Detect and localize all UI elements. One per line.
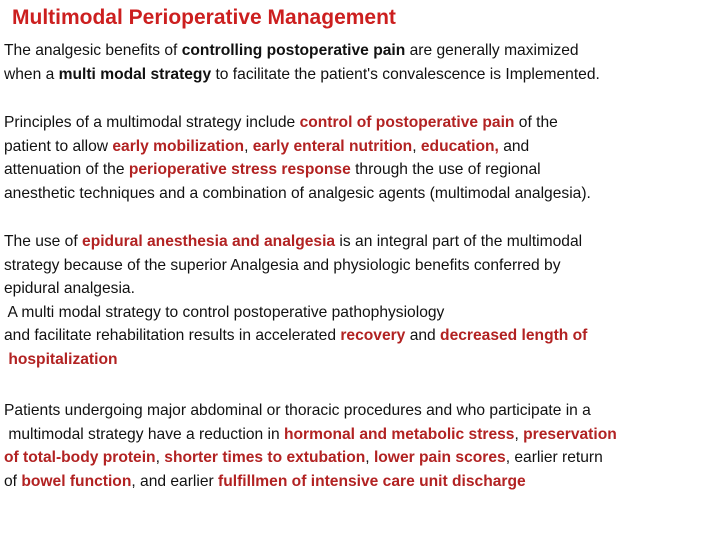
text-line	[4, 470, 716, 494]
text-run: The use of	[4, 233, 83, 250]
paragraph-outcomes	[4, 399, 716, 493]
text-line	[4, 111, 716, 135]
text-line	[4, 423, 716, 447]
text-run: when a	[4, 65, 59, 83]
text-run: strategy because of the superior Analgesia and physiologic benefits conferred by	[4, 256, 561, 274]
highlighted-text: hormonal and metabolic stress	[283, 425, 515, 443]
text-line	[4, 158, 716, 182]
paragraph-epidural	[4, 230, 716, 371]
text-run: ,	[412, 137, 421, 155]
text-run: and	[405, 327, 441, 344]
text-run: and facilitate rehabilitation results in accelerated	[4, 327, 341, 344]
text-line	[4, 254, 716, 278]
text-line	[4, 135, 716, 159]
highlighted-text: hospitalization	[4, 350, 118, 368]
highlighted-text: preservation	[523, 425, 617, 443]
highlighted-text: perioperative stress response	[128, 161, 351, 178]
highlighted-text: recovery	[340, 327, 406, 344]
text-run: A multi modal strategy to control postoperative pathophysiology	[4, 303, 445, 321]
text-run: ,	[514, 425, 524, 443]
paragraph-analgesic-benefits	[4, 39, 716, 86]
text-run: and	[498, 137, 530, 155]
text-run: ,	[244, 137, 253, 155]
text-run: of	[4, 472, 22, 490]
text-line	[4, 63, 716, 87]
text-run: , and earlier	[131, 472, 219, 490]
text-line	[4, 39, 716, 63]
highlighted-text: decreased length of	[440, 327, 588, 344]
text-run: , earlier return	[505, 449, 603, 466]
text-line	[4, 277, 716, 301]
highlighted-text: epidural anesthesia and analgesia	[82, 233, 336, 250]
highlighted-text: early mobilization	[112, 137, 245, 155]
text-run: Principles of a multimodal strategy include	[4, 114, 300, 131]
text-run: to facilitate the patient's convalescence is Implemented.	[211, 65, 600, 83]
slide-title: Multimodal Perioperative Management	[12, 6, 396, 29]
text-run: ,	[155, 449, 165, 466]
highlighted-text: control of postoperative pain	[299, 114, 515, 131]
highlighted-text: education,	[420, 137, 499, 155]
text-run: of the	[514, 114, 558, 131]
highlighted-text: early enteral nutrition	[252, 137, 413, 155]
text-run: ,	[365, 449, 374, 466]
text-run: anesthetic techniques and a combination of analgesic agents (multimodal analgesia).	[4, 184, 591, 202]
text-line	[4, 324, 716, 348]
emphasis-text: multi modal strategy	[58, 65, 212, 83]
highlighted-text: lower pain scores	[373, 449, 506, 466]
text-run: multimodal strategy have a reduction in	[4, 425, 284, 443]
text-run: The analgesic benefits of	[4, 42, 182, 59]
text-run: through the use of regional	[350, 161, 541, 178]
paragraph-principles	[4, 111, 716, 205]
text-line	[4, 230, 716, 254]
text-run: patient to allow	[4, 137, 113, 155]
text-run: is an integral part of the multimodal	[335, 233, 583, 250]
highlighted-text: shorter times to extubation	[164, 449, 366, 466]
highlighted-text: bowel function	[21, 472, 132, 490]
text-run: epidural analgesia.	[4, 280, 135, 297]
text-line	[4, 446, 716, 470]
text-line	[4, 399, 716, 423]
highlighted-text: fulfillmen of intensive care unit discharge	[218, 472, 526, 490]
text-run: are generally maximized	[405, 42, 579, 59]
text-line	[4, 301, 716, 325]
text-run: attenuation of the	[4, 161, 129, 178]
text-line	[4, 348, 716, 372]
text-run: Patients undergoing major abdominal or thoracic procedures and who participate in a	[4, 402, 591, 419]
emphasis-text: controlling postoperative pain	[181, 42, 406, 59]
highlighted-text: of total-body protein	[4, 449, 156, 466]
text-line	[4, 182, 716, 206]
